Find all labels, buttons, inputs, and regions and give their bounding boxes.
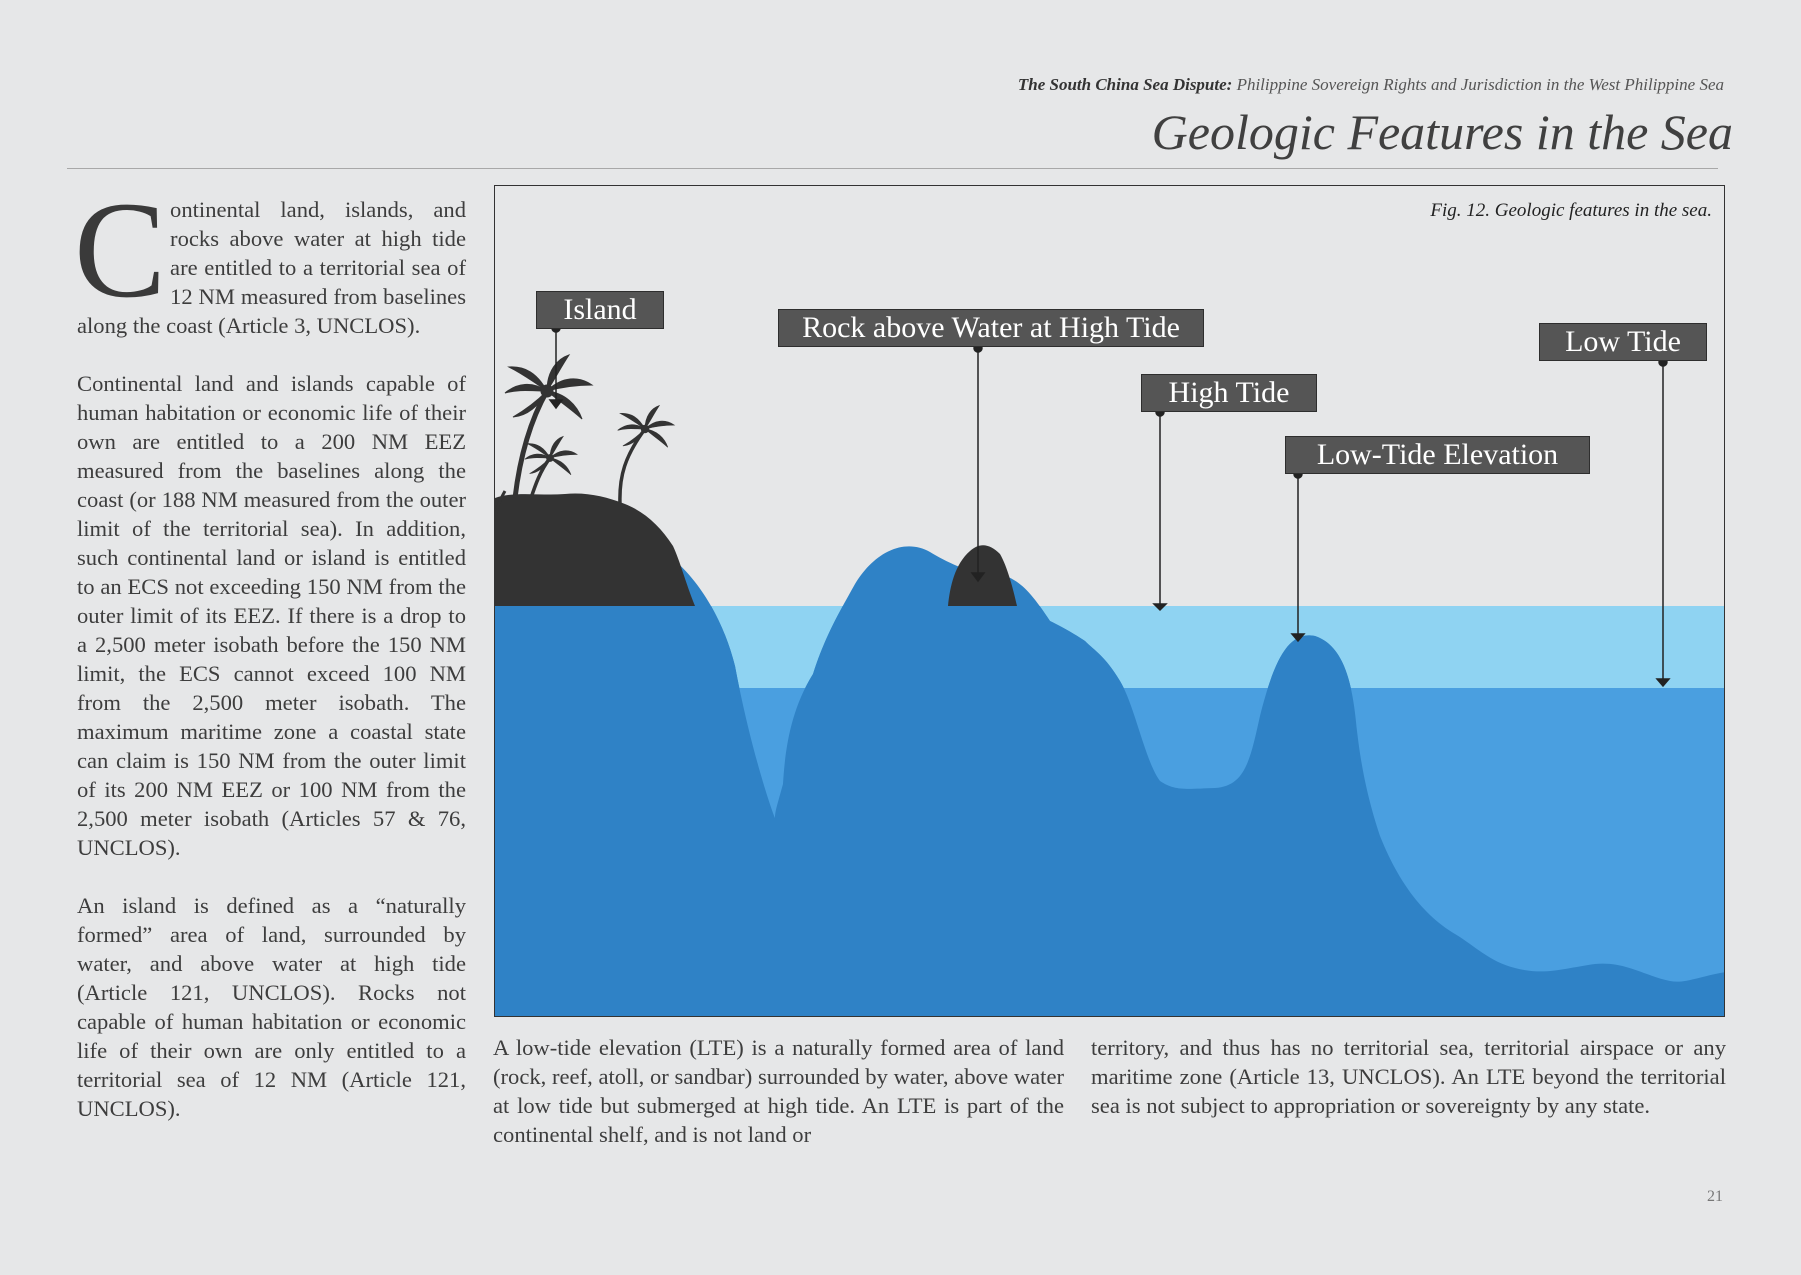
paragraph-2: Continental land and islands capable of human habitation or economic life of their own are entitled to a 200 NM EEZ measured from the baselines along the coast (or 188 NM measured from the outer limit of the territorial sea). In addition, such continental land or island is entitled to an ECS not exceeding 150 NM from the outer limit of its EEZ. If there is a drop to a 2,500 meter isobath before the 150 NM limit, the ECS cannot exceed 100 NM from the 2,500 meter isobath. The maximum maritime zone a coastal state can claim is 150 NM from the outer limit of its 200 NM EEZ or 100 NM from the 2,500 meter isobath (Articles 57 & 76, UNCLOS). — [77, 371, 466, 860]
drop-cap: C — [74, 173, 167, 326]
label-rock-above-water: Rock above Water at High Tide — [778, 309, 1204, 347]
label-high-tide: High Tide — [1141, 374, 1317, 412]
label-low-tide: Low Tide — [1539, 323, 1707, 361]
page-number: 21 — [1707, 1188, 1723, 1205]
figure-caption: Fig. 12. Geologic features in the sea. — [1430, 200, 1712, 221]
series-title: The South China Sea Dispute: — [1017, 75, 1233, 94]
paragraph-1 — [74, 173, 466, 340]
left-column — [74, 173, 466, 1152]
figure-geologic-features — [494, 185, 1725, 1017]
series-subtitle: Philippine Sovereign Rights and Jurisdiction in the West Philippine Sea — [1232, 75, 1724, 94]
paragraph-1-text: ontinental land, islands, and rocks above water at high tide are entitled to a territorial sea of 12 NM measured from baselines along the coast (Article 3, UNCLOS). — [77, 197, 466, 338]
running-head — [1018, 75, 1724, 95]
paragraph-3: An island is defined as a “naturally formed” area of land, surrounded by water, and above water at high tide (Article 121, UNCLOS). Rocks not capable of human habitation or economic life of their own are only entitled to a territorial sea of 12 NM (Article 121, UNCLOS). — [77, 893, 466, 1121]
palm-trees — [495, 355, 674, 518]
header-rule — [67, 168, 1718, 169]
bottom-paragraph-1: A low-tide elevation (LTE) is a naturally formed area of land (rock, reef, atoll, or sandbar) surrounded by water, above water at low tide but submerged at high tide. An LTE is part of the continental shelf, and is not land or — [493, 1035, 1064, 1147]
bottom-column-1 — [493, 1033, 1064, 1149]
label-island: Island — [536, 291, 664, 329]
bottom-paragraph-2: territory, and thus has no territorial sea, territorial airspace or any maritime zone (Article 13, UNCLOS). An LTE beyond the territorial sea is not subject to appropriation or sovereignty by any state. — [1091, 1035, 1726, 1118]
bottom-column-2 — [1091, 1033, 1726, 1120]
island-land — [495, 493, 695, 606]
label-low-tide-elevation: Low-Tide Elevation — [1285, 436, 1590, 474]
page-title: Geologic Features in the Sea — [1151, 104, 1733, 160]
